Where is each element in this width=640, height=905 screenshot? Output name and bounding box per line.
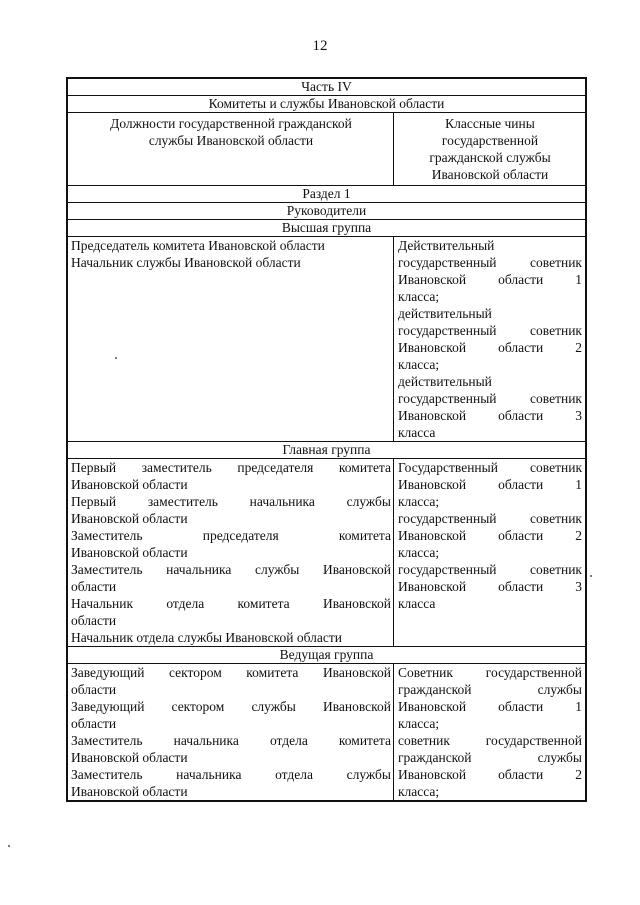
rank-entry [398,237,582,305]
groups-container [68,220,585,800]
position-entry [71,561,391,595]
position-line: Ивановской области [71,511,188,526]
rank-line: советник государственной [398,733,582,748]
rank-line: класса; [398,357,440,372]
category-heading: Руководители [68,203,585,220]
position-line: Начальник отдела комитета Ивановской [71,596,391,611]
column-header-row [68,113,585,186]
position-entry [71,629,391,646]
ranks-cell [394,459,585,646]
rank-line: класса; [398,494,440,509]
position-entry [71,527,391,561]
group-row [68,237,585,442]
header-right-line: Ивановской области [431,167,549,182]
part-heading: Часть IV [68,79,585,96]
position-line: области [71,613,117,628]
rank-line: Ивановской области 1 [398,477,582,492]
page-number: 12 [312,38,328,54]
position-line: Ивановской области [71,784,188,799]
positions-table [66,77,587,802]
rank-line: Ивановской области 3 [398,408,582,423]
position-entry [71,459,391,493]
rank-line: гражданской службы [398,682,582,697]
rank-line: действительный [398,306,492,321]
rank-line: класса; [398,784,440,799]
rank-line: Ивановской области 2 [398,767,582,782]
position-line: Заведующий сектором службы Ивановской [71,699,391,714]
rank-line: Ивановской области 2 [398,340,582,355]
group-heading: Главная группа [68,442,585,459]
rank-entry [398,732,582,800]
position-line: Начальник отдела службы Ивановской области [71,630,342,645]
position-line: Заместитель начальника отдела службы [71,767,391,782]
rank-line: класса; [398,545,440,560]
group-row [68,664,585,800]
position-line: Первый заместитель председателя комитета [71,460,391,475]
position-entry [71,595,391,629]
position-entry [71,698,391,732]
rank-entry [398,510,582,561]
positions-cell [68,664,394,800]
position-entry [71,664,391,698]
position-entry [71,493,391,527]
position-entry [71,766,391,800]
positions-cell [68,237,394,441]
header-right-line: гражданской службы [429,150,551,165]
position-line: Начальник службы Ивановской области [71,255,301,270]
ranks-cell [394,237,585,441]
header-left-line: службы Ивановской области [148,133,314,148]
rank-line: Ивановской области 3 [398,579,582,594]
rank-line: Государственный советник [398,460,582,475]
scan-speck [590,575,592,577]
rank-line: класса; [398,289,440,304]
rank-line: класса [398,596,436,611]
rank-line: класса; [398,716,440,731]
position-entry [71,732,391,766]
position-line: области [71,579,117,594]
razdel-heading: Раздел 1 [68,186,585,203]
rank-entry [398,373,582,441]
rank-line: Ивановской области 1 [398,699,582,714]
column-header-positions [68,113,394,185]
rank-line: Ивановской области 2 [398,528,582,543]
group-heading: Высшая группа [68,220,585,237]
rank-line: государственный советник [398,562,582,577]
rank-entry [398,561,582,612]
positions-cell [68,459,394,646]
column-header-ranks [394,113,585,185]
group-row [68,459,585,647]
scan-speck [115,357,117,359]
position-line: Первый заместитель начальника службы [71,494,391,509]
position-line: области [71,682,117,697]
position-line: Председатель комитета Ивановской области [71,238,325,253]
header-left-line: Должности государственной гражданской [110,116,352,131]
rank-line: государственный советник [398,255,582,270]
rank-line: Действительный [398,238,495,253]
position-line: Ивановской области [71,477,188,492]
rank-line: государственный советник [398,391,582,406]
ranks-cell [394,664,585,800]
rank-entry [398,664,582,732]
position-line: Заместитель начальника службы Ивановской [71,562,391,577]
rank-line: государственный советник [398,323,582,338]
rank-line: действительный [398,374,492,389]
header-right-line: Классные чины [445,116,535,131]
group-heading: Ведущая группа [68,647,585,664]
position-line: Ивановской области [71,750,188,765]
section-title: Комитеты и службы Ивановской области [68,96,585,113]
position-line: области [71,716,117,731]
rank-line: класса [398,425,436,440]
rank-line: государственный советник [398,511,582,526]
position-line: Заведующий сектором комитета Ивановской [71,665,391,680]
rank-line: Советник государственной [398,665,582,680]
position-line: Заместитель председателя комитета [71,528,391,543]
rank-entry [398,459,582,510]
rank-line: гражданской службы [398,750,582,765]
rank-line: Ивановской области 1 [398,272,582,287]
header-right-line: государственной [441,133,539,148]
position-entry [71,237,391,254]
scan-speck [8,845,10,847]
position-entry [71,254,391,271]
rank-entry [398,305,582,373]
position-line: Ивановской области [71,545,188,560]
position-line: Заместитель начальника отдела комитета [71,733,391,748]
